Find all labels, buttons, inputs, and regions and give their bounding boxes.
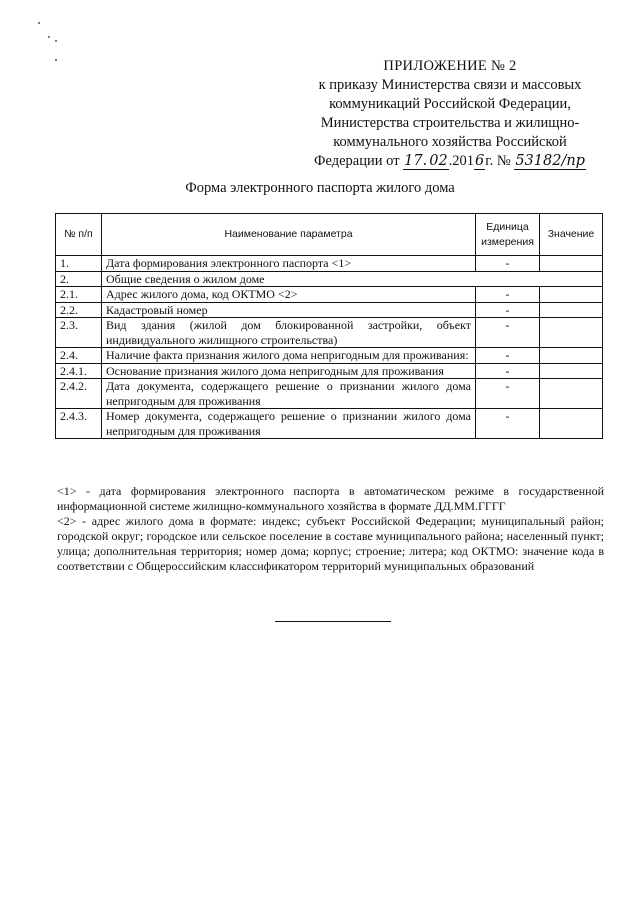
row-value[interactable] bbox=[540, 256, 603, 272]
order-date-line bbox=[300, 152, 600, 171]
header-line: коммунального хозяйства Российской bbox=[333, 134, 567, 150]
row-number: 2.4.2. bbox=[56, 379, 102, 409]
handwritten-day: 17. bbox=[404, 153, 428, 169]
row-unit: - bbox=[476, 318, 540, 348]
column-header-param: Наименование параметра bbox=[102, 214, 476, 256]
closing-rule bbox=[275, 621, 391, 622]
row-parameter: Кадастровый номер bbox=[102, 302, 476, 318]
form-title: Форма электронного паспорта жилого дома bbox=[185, 180, 455, 196]
table-row bbox=[56, 256, 603, 272]
header-line: к приказу Министерства связи и массовых bbox=[318, 77, 582, 93]
row-value[interactable] bbox=[540, 318, 603, 348]
column-header-unit: Единица измерения bbox=[476, 214, 540, 256]
table-row bbox=[56, 287, 603, 303]
footnote-2: <2> - адрес жилого дома в формате: индекс; субъект Российской Федерации; муниципальный район; городской округ; городское или сельское поселение в составе муниципального района; населенный пункт; улица; дополнительная территория; номер дома; корпус; строение; литера; код ОКТМО: значение кода в соответствии с Общероссийским классификатором территорий муниципальных образований bbox=[57, 514, 604, 573]
row-parameter: Наличие факта признания жилого дома непригодным для проживания: bbox=[102, 348, 476, 364]
scan-speck bbox=[55, 59, 57, 61]
date-prefix: Федерации от bbox=[314, 153, 400, 169]
header-line: коммуникаций Российской Федерации, bbox=[329, 96, 571, 112]
row-parameter: Дата формирования электронного паспорта <1> bbox=[102, 256, 476, 272]
row-number: 2.1. bbox=[56, 287, 102, 303]
footnote-1: <1> - дата формирования электронного паспорта в автоматическом режиме в государственной информационной системе жилищно-коммунального хозяйства в формате ДД.ММ.ГГГГ bbox=[57, 484, 604, 513]
table-header-row bbox=[56, 214, 603, 256]
table-row bbox=[56, 318, 603, 348]
appendix-title: ПРИЛОЖЕНИЕ № 2 bbox=[383, 58, 517, 74]
handwritten-year-digit: 6 bbox=[475, 153, 485, 169]
row-parameter: Вид здания (жилой дом блокированной застройки, объект индивидуального жилищного строительства) bbox=[102, 318, 476, 348]
row-value[interactable] bbox=[540, 287, 603, 303]
table-row bbox=[56, 363, 603, 379]
row-section-title: Общие сведения о жилом доме bbox=[102, 271, 603, 287]
scan-speck bbox=[55, 40, 57, 42]
row-unit: - bbox=[476, 287, 540, 303]
row-value[interactable] bbox=[540, 363, 603, 379]
row-number: 2.4. bbox=[56, 348, 102, 364]
row-parameter: Основание признания жилого дома непригодным для проживания bbox=[102, 363, 476, 379]
row-number: 2. bbox=[56, 271, 102, 287]
table-row bbox=[56, 302, 603, 318]
row-parameter: Номер документа, содержащего решение о признании жилого дома непригодным для проживания bbox=[102, 409, 476, 439]
date-year-prefix: .201 bbox=[448, 153, 475, 169]
column-header-num: № п/п bbox=[56, 214, 102, 256]
handwritten-order-number: 53182/пр bbox=[515, 153, 585, 169]
table-row bbox=[56, 379, 603, 409]
table-row bbox=[56, 409, 603, 439]
parameters-table bbox=[55, 213, 603, 439]
date-g: г. № bbox=[485, 153, 511, 169]
row-unit: - bbox=[476, 302, 540, 318]
document-header bbox=[300, 57, 600, 171]
row-value[interactable] bbox=[540, 379, 603, 409]
table-row bbox=[56, 271, 603, 287]
row-unit: - bbox=[476, 348, 540, 364]
row-number: 2.3. bbox=[56, 318, 102, 348]
row-number: 2.4.1. bbox=[56, 363, 102, 379]
row-parameter: Адрес жилого дома, код ОКТМО <2> bbox=[102, 287, 476, 303]
scan-speck bbox=[48, 36, 50, 38]
row-number: 2.4.3. bbox=[56, 409, 102, 439]
row-value[interactable] bbox=[540, 409, 603, 439]
row-unit: - bbox=[476, 379, 540, 409]
row-value[interactable] bbox=[540, 348, 603, 364]
handwritten-month: 02 bbox=[429, 153, 448, 169]
table-row bbox=[56, 348, 603, 364]
row-unit: - bbox=[476, 363, 540, 379]
row-number: 2.2. bbox=[56, 302, 102, 318]
row-unit: - bbox=[476, 409, 540, 439]
scan-speck bbox=[38, 22, 40, 24]
column-header-value: Значение bbox=[540, 214, 603, 256]
header-line: Министерства строительства и жилищно- bbox=[320, 115, 580, 131]
row-unit: - bbox=[476, 256, 540, 272]
row-parameter: Дата документа, содержащего решение о признании жилого дома непригодным для проживания bbox=[102, 379, 476, 409]
footnotes bbox=[57, 484, 604, 574]
row-value[interactable] bbox=[540, 302, 603, 318]
row-number: 1. bbox=[56, 256, 102, 272]
